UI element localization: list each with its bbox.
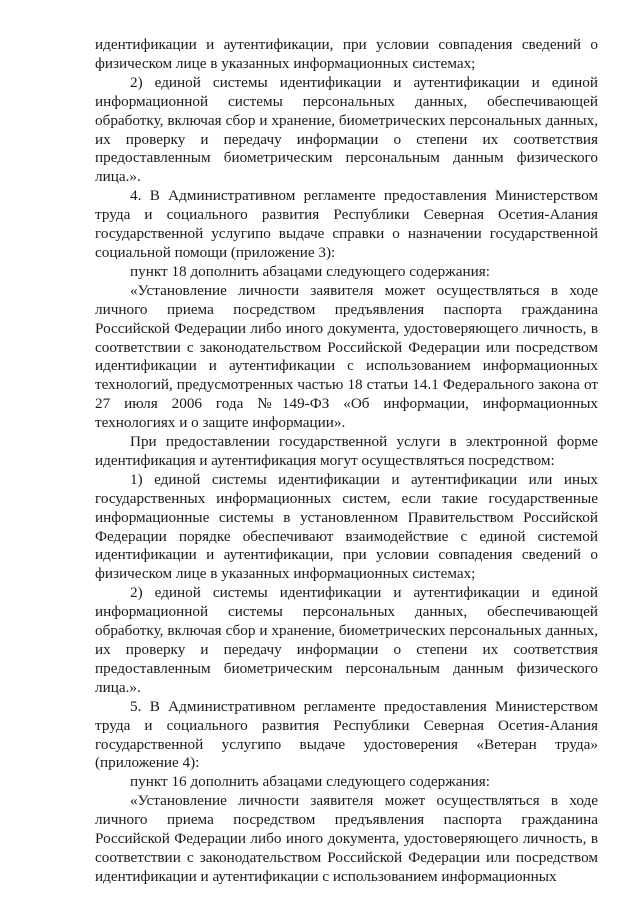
paragraph-electronic-form: При предоставлении государственной услуги в электронной форме идентификация и аутентификация могут осуществляться посредством:	[95, 433, 598, 469]
paragraph-section-4: 4. В Административном регламенте предоставления Министерством труда и социального развития Республики Северная Осетия-Алания государственной услугипо выдаче справки о назначении государственной социальной помощи (приложение 3):	[95, 187, 598, 261]
paragraph-item-1-systems: 1) единой системы идентификации и аутентификации или иных государственных информационных систем, если такие государственные информационные системы в установленном Правительством Российской Федерации порядке обеспечивают взаимодействие с единой системой идентификации и аутентификации, при условии совпадения сведений о физическом лице в указанных информационных системах;	[95, 470, 598, 583]
paragraph-item-2-biometric-repeat: 2) единой системы идентификации и аутентификации и единой информационной системы персональных данных, обеспечивающей обработку, включая сбор и хранение, биометрических персональных данных, их проверку и передачу информации о степени их соответствия предоставленным биометрическим персональным данным физического лица.».	[95, 584, 598, 696]
paragraph-point-16: пункт 16 дополнить абзацами следующего содержания:	[130, 773, 490, 791]
paragraph-identification-continuation: идентификации и аутентификации, при условии совпадения сведений о физическом лице в указанных информационных системах;	[95, 36, 598, 72]
paragraph-identity-establishment-repeat: «Установление личности заявителя может осуществляться в ходе личного приема посредством предъявления паспорта гражданина Российской Федерации либо иного документа, удостоверяющего личность, в соответствии с законодательством Российской Федерации или посредством идентификации и аутентификации с использованием информационных	[95, 792, 598, 885]
paragraph-section-5: 5. В Административном регламенте предоставления Министерством труда и социального развития Республики Северная Осетия-Алания государственной услугипо выдаче удостоверения «Ветеран труда» (приложение 4):	[95, 697, 598, 772]
paragraph-item-2-biometric: 2) единой системы идентификации и аутентификации и единой информационной системы персональных данных, обеспечивающей обработку, включая сбор и хранение, биометрических персональных данных, их проверку и передачу информации о степени их соответствия предоставленным биометрическим персональным данным физического лица.».	[95, 73, 598, 186]
paragraph-point-18: пункт 18 дополнить абзацами следующего содержания:	[130, 262, 490, 280]
paragraph-identity-establishment: «Установление личности заявителя может осуществляться в ходе личного приема посредством предъявления паспорта гражданина Российской Федерации либо иного документа, удостоверяющего личность, в соответствии с законодательством Российской Федерации или посредством идентификации и аутентификации с использованием информационных технологий, предусмотренных частью 18 статьи 14.1 Федерального закона от 27 июля 2006 года №149-ФЗ «Об информации, информационных технологиях и о защите информации».	[95, 281, 598, 432]
